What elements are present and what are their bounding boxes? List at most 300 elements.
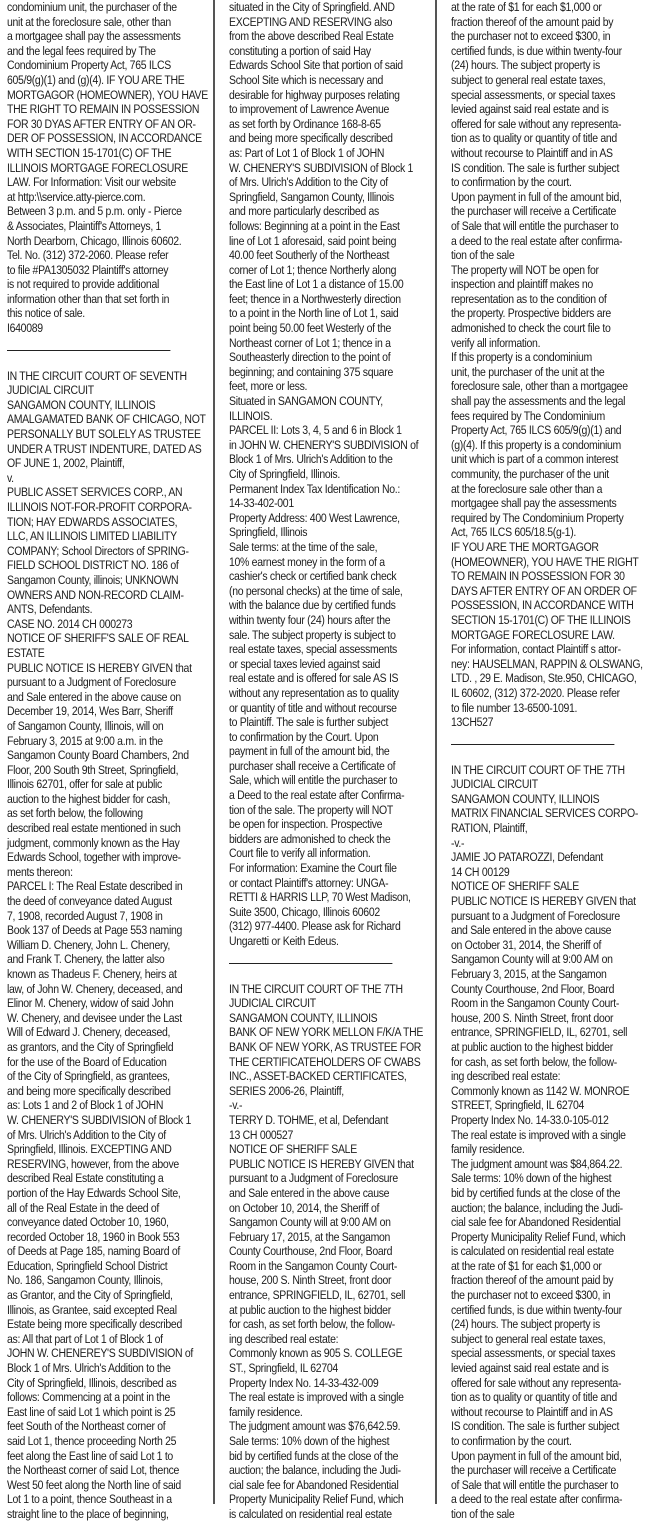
notice-text-line: unit which is part of a common interest [451,452,619,467]
notice-text-line: 14-33-402-001 [229,496,294,511]
notice-text-line: tion as to quality or quantity of title and [451,131,617,146]
notice-text-line: cial sale fee for Abandoned Residential [451,1215,621,1230]
notice-text-line: levied against said real estate and is [451,1361,609,1376]
notice-text-line: TERRY D. TOHME, et al, Defendant [229,1112,389,1127]
notice-text-line: inspection and plaintiff makes no [451,277,593,292]
notice-text-line: v. [7,470,14,485]
notice-text-line: and Frank T. Chenery, the latter also [7,952,165,967]
notice-text-line: AMALGAMATED BANK OF CHICAGO, NOT [7,412,206,427]
notice-text-line: JUDICIAL CIRCUIT [229,996,316,1011]
notice-text-line: BANK OF NEW YORK, AS TRUSTEE FOR [229,1039,422,1054]
notice-text-line: Springfield, Illinois. EXCEPTING AND [7,1142,172,1157]
notice-text-line: this notice of sale. [7,306,85,321]
notice-text-line: required by The Condominium Property [451,510,624,525]
notice-text-line: EXCEPTING AND RESERVING also [229,14,393,29]
notice-text-line: December 19, 2014, Wes Barr, Sheriff [7,704,173,719]
notice-text-line: The judgment amount was $76,642.59. [229,1419,401,1434]
notice-text-line: Estate being more specifically described [7,1317,182,1332]
notice-text-line: NOTICE OF SHERIFF'S SALE OF REAL [7,631,189,646]
notice-text-line: to improvement of Lawrence Avenue [229,102,390,117]
legal-notice [229,0,419,949]
notice-separator [7,350,170,351]
notice-text-line: Between 3 p.m. and 5 p.m. only - Pierce [7,204,182,219]
notice-text-line: purchaser shall receive a Certificate of [229,758,396,773]
notice-text-line: IF YOU ARE THE MORTGAGOR [451,539,599,554]
notice-text-line: recorded October 18, 1960 in Book 553 [7,1229,180,1244]
notice-text-line: at the foreclosure sale other than a [451,481,603,496]
notice-text-line: Block 1 of Mrs. Ulrich's Addition to the [7,1361,171,1376]
notice-text-line: ney: HAUSELMAN, RAPPIN & OLSWANG, [451,656,643,671]
notice-text-line: SERIES 2006-26, Plaintiff, [229,1083,344,1098]
notice-text-line: feet along the East line of said Lot 1 to [7,1448,173,1463]
notice-text-line: house, 200 S. Ninth Street, front door [451,1010,614,1025]
column-3 [451,0,643,1521]
notice-text-line: MATRIX FINANCIAL SERVICES CORPO- [451,806,639,821]
notice-separator [229,963,392,964]
notice-text-line: THE CERTIFICATEHOLDERS OF CWABS [229,1054,421,1069]
notice-text-line: and Sale entered in the above cause on [7,689,181,704]
notice-text-line: I640089 [7,321,43,336]
notice-text-line: 605/9(g)(1) and (g)(4). IF YOU ARE THE [7,72,185,87]
notice-text-line: BANK OF NEW YORK MELLON F/K/A THE [229,1025,424,1040]
notice-text-line: ments thereon: [7,864,73,879]
notice-text-line: Block 1 of Mrs. Ulrich's Addition to the [229,452,393,467]
notice-text-line: Sale terms: 10% down of the highest [451,1171,612,1186]
notice-text-line: W. CHENERY'S SUBDIVISION of Block 1 [7,1112,192,1127]
notice-text-line: pursuant to a Judgment of Foreclosure [7,675,176,690]
notice-text-line: as: Lots 1 and 2 of Block 1 of JOHN [7,1098,164,1113]
notice-text-line: and more particularly described as [229,204,379,219]
notice-text-line: bid by certified funds at the close of the [229,1448,399,1463]
notice-text-line: For information, contact Plaintiff s attor- [451,642,621,657]
notice-text-line: Property Act, 765 ILCS 605/9(g)(1) and [451,423,622,438]
notice-text-line: the purchaser will receive a Certificate [451,204,617,219]
notice-text-line: and being more specifically described [7,1083,171,1098]
notice-text-line: described real estate mentioned in such [7,821,181,836]
notice-text-line: all of the Real Estate in the deed of [7,1200,160,1215]
notice-text-line: the purchaser will receive a Certificate [451,1463,617,1478]
legal-notice [451,762,639,1522]
notice-text-line: IS condition. The sale is further subject [451,1419,620,1434]
notice-text-line: IN THE CIRCUIT COURT OF THE 7TH [451,762,625,777]
notice-text-line: or contact Plaintiff's attorney: UNGA- [229,875,389,890]
notice-text-line: or special taxes levied against said [229,656,381,671]
notice-text-line: Sale terms: 10% down of the highest [229,1434,390,1448]
notice-text-line: Floor, 200 South 9th Street, Springfield, [7,762,179,777]
notice-text-line: portion of the Hay Edwards School Site, [7,1185,181,1200]
notice-text-line: house, 200 S. Ninth Street, front door [229,1273,392,1288]
notice-text-line: as: Part of Lot 1 of Block 1 of JOHN [229,145,385,160]
notice-text-line: to file #PA1305032 Plaintiff's attorney [7,262,169,277]
notice-text-line: special assessments, or special taxes [451,87,616,102]
notice-text-line: IS condition. The sale is further subject [451,160,620,175]
notice-text-line: IN THE CIRCUIT COURT OF THE 7TH [229,981,403,996]
notice-text-line: at the rate of $1 for each $1,000 or [451,1258,602,1273]
notice-text-line: DAYS AFTER ENTRY OF AN ORDER OF [451,583,637,598]
notice-text-line: as grantors, and the City of Springfield [7,1039,174,1054]
notice-text-line: family residence. [229,1404,303,1419]
notice-text-line: & Associates, Plaintiff's Attorneys, 1 [7,218,162,233]
column-1 [7,0,208,1521]
notice-text-line: representation as to the condition of [451,291,607,306]
notice-text-line: February 17, 2015, at the Sangamon [229,1229,391,1244]
notice-text-line: follows: Commencing at a point in the [7,1390,171,1405]
notice-text-line: bidders are admonished to check the [229,831,391,846]
notice-text-line: real estate and is offered for sale AS IS [229,671,399,686]
notice-text-line: at http:\\service.atty-pierce.com. [7,189,146,204]
notice-text-line: constituting a portion of said Hay [229,43,371,58]
notice-text-line: Sangamon County will at 9:00 AM on [229,1215,391,1230]
notice-text-line: be open for inspection. Prospective [229,817,383,832]
notice-text-line: a Deed to the real estate after Confirma- [229,788,405,803]
notice-text-line: to file number 13-6500-1091. [451,700,578,715]
notice-text-line: without recourse to Plaintiff and in AS [451,145,613,160]
notice-text-line: tion of the sale [451,248,515,263]
notice-text-line: to confirmation by the Court. Upon [229,729,379,744]
notice-text-line: law, of John W. Chenery, deceased, and [7,981,183,996]
notice-text-line: corner of Lot 1; thence Northerly along [229,262,397,277]
column-divider [435,0,437,1504]
notice-text-line: INC., ASSET-BACKED CERTIFICATES, [229,1069,407,1084]
notice-text-line: ST., Springfield, IL 62704 [229,1361,338,1376]
notice-text-line: cashier's check or certified bank check [229,569,397,584]
notice-text-line: Illinois, as Grantee, said excepted Real [7,1302,177,1317]
notice-text-line: FIELD SCHOOL DISTRICT NO. 186 of [7,558,179,573]
notice-text-line: IL 60602, (312) 372-2020. Please refer [451,685,620,700]
notice-text-line: TION; HAY EDWARDS ASSOCIATES, [7,514,178,529]
notice-text-line: IN THE CIRCUIT COURT OF SEVENTH [7,368,187,383]
notice-text-line: February 3, 2015, at the Sangamon [451,967,607,981]
notice-text-line: special assessments, or special taxes [451,1346,616,1361]
notice-text-line: tion of the sale. The property will NOT [229,802,394,817]
notice-text-line: condominium unit, the purchaser of the [7,0,177,14]
notice-text-line: of Sale that will entitle the purchaser to [451,218,619,233]
notice-text-line: tion as to quality or quantity of title and [451,1390,617,1405]
notice-text-line: information other than that set forth in [7,291,170,306]
notice-text-line: RESERVING, however, from the above [7,1156,179,1171]
notice-text-line: in JOHN W. CHENERY'S SUBDIVISION of [229,437,419,452]
legal-notice [7,0,208,336]
notice-text-line: (24) hours. The subject property is [451,58,600,73]
notice-text-line: ILLINOIS NOT-FOR-PROFIT CORPORA- [7,500,192,514]
notice-text-line: STREET, Springfield, IL 62704 [451,1098,585,1113]
notice-text-line: ILLINOIS. [229,408,273,423]
notice-text-line: Ungaretti or Keith Edeus. [229,934,339,948]
notice-text-line: bid by certified funds at the close of the [451,1185,621,1200]
notice-text-line: MORTGAGE FORECLOSURE LAW. [451,627,615,642]
notice-text-line: Suite 3500, Chicago, Illinois 60602 [229,904,380,919]
notice-text-line: certified funds, is due within twenty-four [451,1302,622,1317]
notice-text-line: 13CH527 [451,715,494,730]
notice-text-line: said Lot 1, thence proceeding North 25 [7,1434,177,1448]
notice-text-line: (g)(4). If this property is a condominium [451,437,621,452]
notice-text-line: Property Municipality Relief Fund, which [229,1492,404,1507]
notice-text-line: February 3, 2015 at 9:00 a.m. in the [7,733,163,748]
notice-text-line: Property Address: 400 West Lawrence, [229,510,400,525]
notice-text-line: Property Index No. 14-33-432-009 [229,1375,379,1390]
notice-text-line: as set forth below, the following [7,806,143,821]
notice-text-line: point being 50.00 feet Westerly of the [229,321,392,336]
notice-text-line: beginning; and containing 375 square [229,364,394,379]
notice-text-line: levied against said real estate and is [451,102,609,117]
notice-text-line: DER OF POSSESSION, IN ACCORDANCE [7,131,202,146]
notice-text-line: verify all information. [451,335,541,350]
notice-text-line: Will of Edward J. Chenery, deceased, [7,1025,171,1040]
notice-text-line: ILLINOIS MORTGAGE FORECLOSURE [7,160,188,175]
notice-text-line: a deed to the real estate after confirma- [451,1492,623,1507]
notice-text-line: at public auction to the highest bidder [451,1039,613,1054]
notice-text-line: William D. Chenery, John L. Chenery, [7,937,170,952]
notice-text-line: judgment, commonly known as the Hay [7,835,180,850]
notice-text-line: Condominium Property Act, 765 ILCS [7,58,171,73]
notice-text-line: on October 10, 2014, the Sheriff of [229,1200,380,1215]
notice-text-line: PARCEL II: Lots 3, 4, 5 and 6 in Block 1 [229,423,402,438]
notice-text-line: WITH SECTION 15-1701(C) OF THE [7,145,172,160]
notice-text-line: as Grantor, and the City of Springfield, [7,1288,173,1303]
notice-text-line: THE RIGHT TO REMAIN IN POSSESSION [7,102,200,117]
notice-text-line: The judgment amount was $84,864.22. [451,1156,623,1171]
notice-text-line: Situated in SANGAMON COUNTY, [229,394,383,409]
notice-text-line: If this property is a condominium [451,350,592,365]
notice-text-line: for cash, as set forth below, the follow- [229,1317,395,1332]
notice-text-line: Southeasterly direction to the point of [229,350,391,365]
notice-text-line: NOTICE OF SHERIFF SALE [229,1142,357,1157]
legal-notice [451,0,643,730]
notice-text-line: the property. Prospective bidders are [451,306,611,321]
notice-text-line: foreclosure sale, other than a mortgagee [451,379,628,394]
notice-text-line: LTD. , 29 E. Madison, Ste.950, CHICAGO, [451,671,637,686]
notice-text-line: to Plaintiff. The sale is further subject [229,715,389,730]
notice-text-line: Book 137 of Deeds at Page 553 naming [7,923,183,938]
notice-text-line: Elinor M. Chenery, widow of said John [7,996,174,1011]
notice-text-line: Upon payment in full of the amount bid, [451,1448,622,1463]
notice-text-line: North Dearborn, Chicago, Illinois 60602. [7,233,182,248]
notice-text-line: Room in the Sangamon County Court- [229,1258,398,1273]
notice-text-line: cial sale fee for Abandoned Residential [229,1477,399,1492]
notice-text-line: is calculated on residential real estate [451,1244,614,1259]
notice-text-line: known as Thadeus F. Chenery, heirs at [7,967,177,981]
notice-text-line: auction; the balance, including the Judi- [451,1200,623,1215]
notice-text-line: a deed to the real estate after confirma- [451,233,623,248]
notice-text-line: without recourse to Plaintiff and in AS [451,1404,613,1419]
notice-text-line: Northeast corner of Lot 1; thence in a [229,335,391,350]
notice-text-line: CASE NO. 2014 CH 000273 [7,616,133,631]
notice-text-line: family residence. [451,1142,525,1157]
notice-text-line: Tel. No. (312) 372-2060. Please refer [7,248,169,263]
notice-text-line: PERSONALLY BUT SOLELY AS TRUSTEE [7,427,201,442]
notice-text-line: unit at the foreclosure sale, other than [7,14,171,29]
notice-text-line: Education, Springfield School District [7,1258,168,1273]
notice-text-line: ESTATE [7,645,45,660]
notice-text-line: PUBLIC ASSET SERVICES CORP., AN [7,485,183,500]
notice-text-line: Sangamon County, illinois; UNKNOWN [7,572,179,587]
notice-text-line: LLC, AN ILLINOIS LIMITED LIABILITY [7,529,177,544]
notice-text-line: for cash, as set forth below, the follow- [451,1054,617,1069]
notice-text-line: 7, 1908, recorded August 7, 1908 in [7,908,163,923]
notice-text-line: Sale terms: at the time of the sale, [229,539,378,554]
notice-text-line: Sale, which will entitle the purchaser to [229,773,398,788]
notice-text-line: FOR 30 DYAS AFTER ENTRY OF AN OR- [7,116,196,131]
notice-text-line: as: All that part of Lot 1 of Block 1 of [7,1331,163,1346]
notice-text-line: or quantity of title and without recourse [229,700,397,715]
notice-text-line: The real estate is improved with a single [451,1127,626,1142]
notice-text-line: line of Lot 1 aforesaid, said point being [229,233,397,248]
notice-text-line: pursuant to a Judgment of Foreclosure [229,1171,398,1186]
notice-text-line: Illinois 62701, offer for sale at public [7,777,162,792]
notice-text-line: at the rate of $1 for each $1,000 or [451,0,602,14]
notice-text-line: No. 186, Sangamon County, Illinois, [7,1273,163,1288]
notice-text-line: Permanent Index Tax Identification No.: [229,481,401,496]
notice-text-line: PARCEL I: The Real Estate described in [7,879,183,894]
notice-text-line: Springfield, Sangamon County, Illinois [229,189,394,204]
notice-text-line: W. CHENERY'S SUBDIVISION of Block 1 [229,160,414,175]
notice-text-line: -v.- [451,835,465,850]
notice-text-line: pursuant to a Judgment of Foreclosure [451,908,620,923]
notice-text-line: and Sale entered in the above cause [451,923,612,938]
notice-text-line: School Site which is necessary and [229,72,384,87]
notice-text-line: (312) 977-4400. Please ask for Richard [229,919,401,934]
notice-text-line: auction; the balance, including the Judi- [229,1463,401,1478]
notice-text-line: offered for sale without any representa- [451,116,622,131]
notice-text-line: of Mrs. Ulrich's Addition to the City of [229,175,388,190]
notice-text-line: County Courthouse, 2nd Floor, Board [451,981,615,996]
notice-text-line: City of Springfield, Illinois, described as [7,1375,177,1390]
column-2 [229,0,424,1521]
notice-separator [451,744,614,745]
notice-text-line: -v.- [229,1098,243,1113]
notice-text-line: JAMIE JO PATAROZZI, Defendant [451,850,604,865]
notice-text-line: fraction thereof of the amount paid by [451,1273,614,1288]
notice-text-line: RATION, Plaintiff, [451,821,528,836]
notice-text-line: a mortgagee shall pay the assessments [7,29,181,44]
notice-text-line: (no personal checks) at the time of sale, [229,583,403,598]
notice-text-line: Room in the Sangamon County Court- [451,996,620,1011]
notice-text-line: MORTGAGOR (HOMEOWNER), YOU HAVE [7,87,208,102]
notice-text-line: Edwards School Site that portion of said [229,58,403,73]
notice-text-line: the deed of conveyance dated August [7,894,172,909]
notice-text-line: Sangamon County will at 9:00 AM on [451,952,613,967]
notice-text-line: and the legal fees required by The [7,43,156,58]
notice-text-line: OWNERS AND NON-RECORD CLAIM- [7,587,184,602]
notice-text-line: Commonly known as 1142 W. MONROE [451,1083,630,1098]
notice-text-line: JOHN W. CHENEREY'S SUBDIVISION of [7,1346,194,1361]
notice-text-line: the East line of Lot 1 a distance of 15.00 [229,277,404,292]
notice-text-line: without any representation as to quality [229,685,399,700]
notice-text-line: of Deeds at Page 185, naming Board of [7,1244,180,1259]
notice-text-line: fraction thereof of the amount paid by [451,14,614,29]
notice-text-line: ANTS, Defendants. [7,602,93,617]
notice-text-line: the purchaser not to exceed $300, in [451,1288,611,1303]
notice-text-line: community, the purchaser of the unit [451,467,609,481]
notice-text-line: Springfield, Illinois [229,525,308,540]
legal-notice [229,981,424,1522]
notice-text-line: West 50 feet along the North line of said [7,1477,181,1492]
notice-text-line: feet South of the Northeast corner of [7,1419,166,1434]
notice-text-line: Act, 765 ILCS 605/18.5(g-1). [451,525,576,540]
notice-text-line: COMPANY; School Directors of SPRING- [7,543,189,558]
notice-text-line: W. Chenery, and devisee under the Last [7,1010,182,1025]
notice-text-line: East line of said Lot 1 which point is 25 [7,1404,176,1419]
notice-text-line: Property Municipality Relief Fund, which [451,1229,626,1244]
notice-text-line: is not required to provide additional [7,277,160,292]
notice-text-line: real estate taxes, special assessments [229,642,397,657]
notice-text-line: ing described real estate: [229,1331,339,1346]
notice-text-line: feet; thence in a Northwesterly direction [229,291,401,306]
notice-text-line: ing described real estate: [451,1069,561,1084]
notice-text-line: of Sangamon County, Illinois, will on [7,718,164,733]
notice-text-line: The property will NOT be open for [451,262,599,277]
notice-text-line: the Northeast corner of said Lot, thence [7,1463,180,1478]
notice-text-line: to confirmation by the court. [451,1434,572,1448]
notice-text-line: and being more specifically described [229,131,393,146]
notice-text-line: feet, more or less. [229,379,308,394]
notice-text-line: 10% earnest money in the form of a [229,554,385,569]
notice-text-line: PUBLIC NOTICE IS HEREBY GIVEN that [7,660,192,675]
notice-text-line: straight line to the place of beginning, [7,1506,169,1521]
notice-text-line: (24) hours. The subject property is [451,1317,600,1332]
notice-text-line: described Real Estate constituting a [7,1171,164,1186]
notice-text-line: RETTI & HARRIS LLP, 70 West Madison, [229,890,411,905]
notice-text-line: at public auction to the highest bidder [229,1302,391,1317]
notice-text-line: situated in the City of Springfield. AND [229,0,395,14]
notice-text-line: LAW. For Information: Visit our website [7,175,176,190]
notice-text-line: subject to general real estate taxes, [451,1331,606,1346]
notice-text-line: mortgagee shall pay the assessments [451,496,617,511]
notice-text-line: of the City of Springfield, as grantees, [7,1069,170,1084]
notice-text-line: on October 31, 2014, the Sheriff of [451,937,602,952]
notice-text-line: County Courthouse, 2nd Floor, Board [229,1244,393,1259]
notice-text-line: Property Index No. 14-33.0-105-012 [451,1112,609,1127]
notice-text-line: payment in full of the amount bid, the [229,744,390,759]
notice-text-line: entrance, SPRINGFIELD, IL, 62701, sell [451,1025,628,1040]
notice-text-line: For information: Examine the Court file [229,861,397,876]
notice-text-line: of Sale that will entitle the purchaser to [451,1477,619,1492]
notice-text-line: unit, the purchaser of the unit at the [451,364,605,379]
notice-text-line: sale. The subject property is subject to [229,627,396,642]
notice-text-line: 13 CH 000527 [229,1127,293,1142]
notice-text-line: (HOMEOWNER), YOU HAVE THE RIGHT [451,554,639,569]
notice-text-line: for the use of the Board of Education [7,1054,167,1069]
notice-text-line: TO REMAIN IN POSSESSION FOR 30 [451,569,625,584]
notice-text-line: SANGAMON COUNTY, ILLINOIS [7,397,156,412]
notice-text-line: PUBLIC NOTICE IS HEREBY GIVEN that [229,1156,414,1171]
notice-text-line: is calculated on residential real estate [229,1506,392,1521]
notice-text-line: of Mrs. Ulrich's Addition to the City of [7,1127,166,1142]
legal-notice [7,368,206,1522]
notice-text-line: Commonly known as 905 S. COLLEGE [229,1346,403,1361]
notice-text-line: certified funds, is due within twenty-four [451,43,622,58]
notice-text-line: with the balance due by certified funds [229,598,396,613]
notice-text-line: Lot 1 to a point, thence Southeast in a [7,1492,172,1507]
notice-text-line: POSSESSION, IN ACCORDANCE WITH [451,598,634,613]
notice-text-line: SANGAMON COUNTY, ILLINOIS [229,1010,378,1025]
notice-text-line: 14 CH 00129 [451,864,510,879]
notice-text-line: conveyance dated October 10, 1960, [7,1215,169,1230]
notice-text-line: PUBLIC NOTICE IS HEREBY GIVEN that [451,894,636,909]
notice-text-line: desirable for highway purposes relating [229,87,400,102]
notice-text-line: to a point in the North line of Lot 1, said [229,306,399,321]
notice-text-line: entrance, SPRINGFIELD, IL, 62701, sell [229,1288,406,1303]
notice-text-line: within twenty four (24) hours after the [229,612,391,627]
notice-text-line: subject to general real estate taxes, [451,72,606,87]
notice-text-line: SECTION 15-1701(C) OF THE ILLINOIS [451,612,631,627]
notice-text-line: Edwards School, together with improve- [7,850,181,865]
notice-text-line: UNDER A TRUST INDENTURE, DATED AS [7,441,202,456]
notice-text-line: JUDICIAL CIRCUIT [7,383,94,398]
notice-text-line: admonished to check the court file to [451,321,611,336]
notice-text-line: to confirmation by the court. [451,175,572,190]
notice-text-line: the purchaser not to exceed $300, in [451,29,611,44]
